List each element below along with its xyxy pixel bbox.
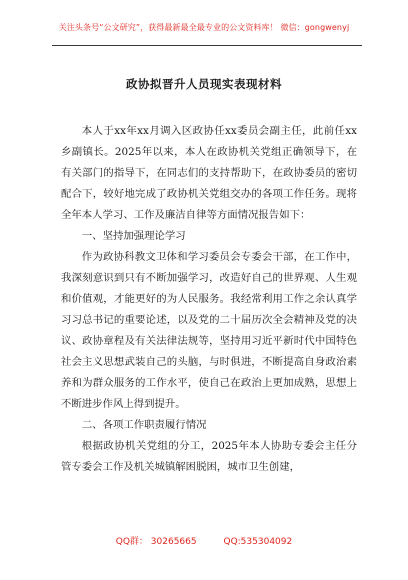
intro-paragraph: 本人于xx年xx月调入区政协任xx委员会副主任，此前任xx乡副镇长。2025年以来，本人在政协机关党组正确领导下，在有关部门的指导下，在同志们的支持帮助下，在政协委员的密切配合下，较好地完成了政协机关党组交办的各项工作任务。现将全年本人学习、工作及廉洁自律等方面情况报告如下： bbox=[61, 125, 357, 221]
section-heading-2: 二、各项工作职责履行情况 bbox=[81, 419, 207, 431]
footer-qq-group: QQ群： 30265665 bbox=[115, 537, 197, 547]
section-heading-1: 一、坚持加强理论学习 bbox=[81, 230, 186, 242]
footer-contact bbox=[0, 534, 408, 547]
section-2-paragraph: 根据政协机关党组的分工，2025年本人协助专委会主任分管专委会工作及机关城镇解困脱困，城市卫生创建， bbox=[61, 440, 357, 473]
footer-qq-number: QQ:535304092 bbox=[223, 537, 293, 547]
document-body bbox=[61, 121, 357, 478]
header-divider bbox=[52, 45, 362, 46]
document-title: 政协拟晋升人员现实表现材料 bbox=[126, 77, 282, 91]
header-banner: 关注头条号“公文研究”，获得最新最全最专业的公文资料库！ 微信：gongwenyj bbox=[58, 23, 350, 32]
section-1-paragraph: 作为政协科教文卫体和学习委员会专委会干部，在工作中，我深刻意识到只有不断加强学习，改造好自己的世界观、人生观和价值观，才能更好的为人民服务。我经常利用工作之余认真学习习总书记的重要论述，以及党的二十届历次全会精神及党的决议、政协章程及有关法律法规等，坚持用习近平新时代中国特色社会主义思想武装自己的头脑，与时俱进，不断提高自身政治素养和为群众服务的工作水平，使自己在政治上更加成熟，思想上不断进步作风上得到提升。 bbox=[61, 251, 357, 410]
